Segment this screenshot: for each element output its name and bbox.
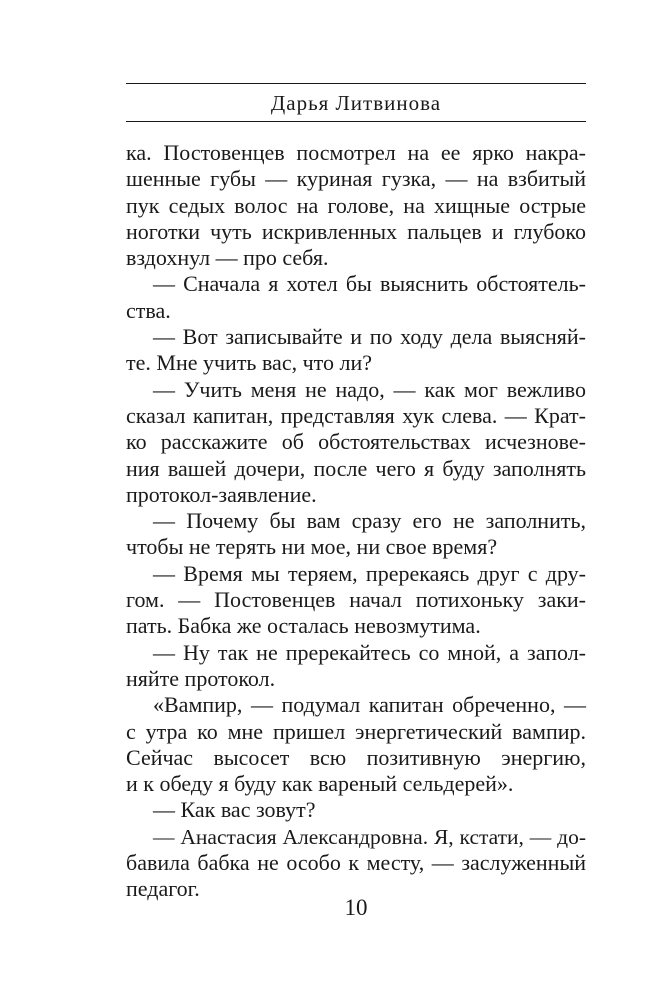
text-line: пук седых волос на голове, на хищные острые bbox=[126, 192, 586, 218]
text-line: ко расскажите об обстоятельствах исчезнове- bbox=[126, 429, 586, 455]
text-line: пать. Бабка же осталась невозмутима. bbox=[126, 613, 481, 639]
header-bottom-rule bbox=[126, 121, 586, 122]
text-line: педагог. bbox=[126, 876, 200, 902]
text-line: с утра ко мне пришел энергетический вампир. bbox=[126, 718, 586, 744]
text-line: — Сначала я хотел бы выяснить обстоятель- bbox=[153, 271, 586, 297]
running-head-author: Дарья Литвинова bbox=[270, 91, 442, 115]
text-line: и к обеду я буду как вареный сельдерей». bbox=[126, 771, 514, 797]
text-line: няйте протокол. bbox=[126, 665, 276, 691]
text-line: чтобы не терять ни мое, ни свое время? bbox=[126, 534, 498, 560]
text-line: — Анастасия Александровна. Я, кстати, — до- bbox=[153, 824, 586, 849]
text-line: ства. bbox=[126, 297, 171, 323]
text-line: — Время мы теряем, пререкаясь друг с дру- bbox=[153, 560, 586, 586]
text-line: — Почему бы вам сразу его не заполнить, bbox=[153, 508, 586, 534]
text-line: — Учить меня не надо, — как мог вежливо bbox=[153, 376, 586, 402]
text-line: протокол-заявление. bbox=[126, 481, 317, 507]
text-line: ния вашей дочери, после чего я буду заполнять bbox=[126, 455, 586, 481]
text-line: ноготки чуть искривленных пальцев и глубоко bbox=[126, 218, 586, 244]
text-line: — Вот записывайте и по ходу дела выясняй- bbox=[153, 324, 586, 350]
text-line: те. Мне учить вас, что ли? bbox=[126, 350, 372, 376]
text-line: — Ну так не пререкайтесь со мной, а запол- bbox=[153, 639, 586, 665]
text-line: бавила бабка не особо к месту, — заслуженный bbox=[126, 850, 586, 876]
body-text bbox=[126, 140, 586, 903]
text-line: шенные губы — куриная гузка, — на взбитый bbox=[126, 166, 586, 192]
text-line: вздохнул — про себя. bbox=[126, 245, 329, 271]
text-line: — Как вас зовут? bbox=[153, 797, 316, 823]
text-line: «Вампир, — подумал капитан обреченно, — bbox=[153, 692, 586, 718]
text-line: гом. — Постовенцев начал потихоньку заки- bbox=[126, 587, 586, 613]
header-top-rule bbox=[126, 83, 586, 84]
page-number: 10 bbox=[344, 895, 368, 920]
text-line: сказал капитан, представляя хук слева. — Крат- bbox=[126, 402, 586, 428]
text-line: ка. Постовенцев посмотрел на ее ярко накра- bbox=[126, 140, 586, 165]
text-line: Сейчас высосет всю позитивную энергию, bbox=[126, 744, 586, 770]
